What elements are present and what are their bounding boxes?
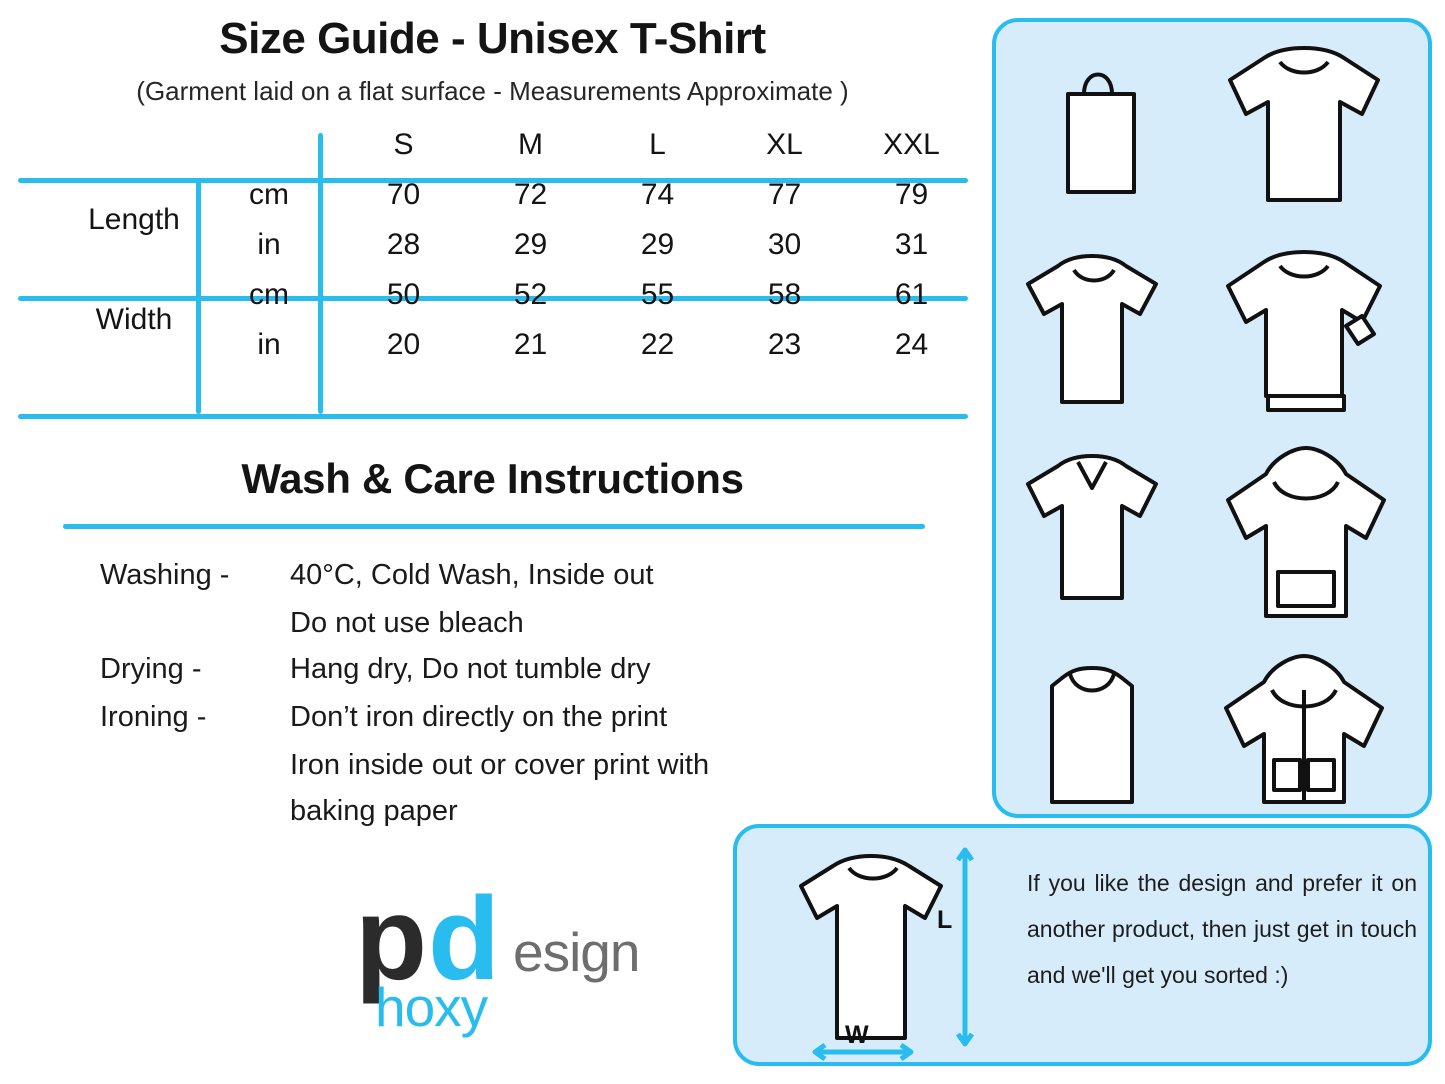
cell-length-in-xl: 30: [767, 228, 802, 261]
cell-width-cm-m: 52: [513, 278, 548, 311]
care-label-ironing: Ironing -: [100, 701, 207, 733]
zip-hoodie-icon: [1226, 656, 1382, 802]
v-neck-tshirt-icon: [1028, 456, 1156, 598]
page-subtitle: (Garment laid on a flat surface - Measurements Approximate ): [136, 76, 849, 106]
unit-width-cm: cm: [249, 278, 289, 311]
cell-width-in-xxl: 24: [894, 328, 929, 361]
cell-width-in-m: 21: [513, 328, 548, 361]
promo-text: If you like the design and prefer it on another product, then just get in touch and we'll get you sorted :): [1027, 870, 1417, 988]
care-value-washing-line2: Do not use bleach: [290, 607, 524, 639]
promo-panel: [733, 824, 1432, 1066]
womens-tshirt-icon: [1028, 256, 1156, 402]
cell-width-in-l: 22: [640, 328, 675, 361]
width-dimension-label: W: [845, 1021, 869, 1049]
cell-width-cm-xl: 58: [767, 278, 802, 311]
care-item: [100, 552, 960, 598]
cell-length-cm-xxl: 79: [894, 178, 929, 211]
cell-length-in-m: 29: [513, 228, 548, 261]
cell-length-cm-s: 70: [386, 178, 421, 211]
logo-text-esign: esign: [513, 921, 640, 983]
length-arrow-icon: [958, 850, 972, 1044]
size-table: [10, 120, 975, 420]
unit-width-in: in: [257, 328, 281, 361]
logo-text-hoxy: hoxy: [375, 976, 488, 1038]
table-row: [10, 170, 975, 220]
sweatshirt-icon: [1228, 252, 1380, 410]
care-label-washing: Washing -: [100, 559, 230, 591]
care-label-drying: Drying -: [100, 653, 202, 685]
cell-width-cm-s: 50: [386, 278, 421, 311]
long-sleeve-shirt-icon: [1230, 48, 1378, 200]
size-header-l: L: [649, 128, 666, 161]
table-row: [10, 270, 975, 320]
cell-length-cm-xl: 77: [767, 178, 802, 211]
unit-length-in: in: [257, 228, 281, 261]
length-dimension-label: L: [937, 906, 953, 934]
cell-length-in-xxl: 31: [894, 228, 929, 261]
care-value-ironing: Don’t iron directly on the print: [290, 701, 668, 733]
care-item: [100, 694, 960, 740]
page-title: Size Guide - Unisex T-Shirt: [219, 14, 766, 63]
measurement-diagram-icon: [785, 836, 1015, 1066]
cell-width-in-s: 20: [386, 328, 421, 361]
size-header-m: M: [518, 128, 543, 161]
size-header-s: S: [393, 128, 414, 161]
tank-top-icon: [1052, 668, 1132, 802]
cell-length-in-s: 28: [386, 228, 421, 261]
row-label-length: Length: [88, 203, 180, 236]
care-instructions: [100, 552, 960, 834]
size-header-xl: XL: [766, 128, 803, 161]
table-header-row: [10, 120, 975, 170]
care-value-ironing-line3: baking paper: [290, 795, 458, 827]
size-header-xxl: XXL: [883, 128, 940, 161]
brand-logo: [355, 873, 685, 1038]
cell-length-cm-m: 72: [513, 178, 548, 211]
logo-letter-d: d: [428, 873, 497, 1005]
care-value-washing: 40°C, Cold Wash, Inside out: [290, 559, 654, 591]
care-heading-underline: [63, 524, 925, 529]
care-value-drying: Hang dry, Do not tumble dry: [290, 653, 651, 685]
cell-width-in-xl: 23: [767, 328, 802, 361]
unit-length-cm: cm: [249, 178, 289, 211]
cell-width-cm-l: 55: [640, 278, 675, 311]
logo-letter-p: p: [355, 873, 422, 1005]
care-heading: Wash & Care Instructions: [241, 455, 744, 502]
cell-length-cm-l: 74: [640, 178, 675, 211]
row-label-width: Width: [95, 303, 173, 336]
hoodie-icon: [1228, 448, 1384, 616]
garment-icons-group: [996, 22, 1428, 814]
cell-width-cm-xxl: 61: [894, 278, 929, 311]
garment-illustrations-panel: [992, 18, 1432, 818]
tote-bag-icon: [1068, 75, 1134, 193]
cell-length-in-l: 29: [640, 228, 675, 261]
care-item: [100, 646, 960, 692]
care-value-ironing-line2: Iron inside out or cover print with: [290, 749, 710, 781]
